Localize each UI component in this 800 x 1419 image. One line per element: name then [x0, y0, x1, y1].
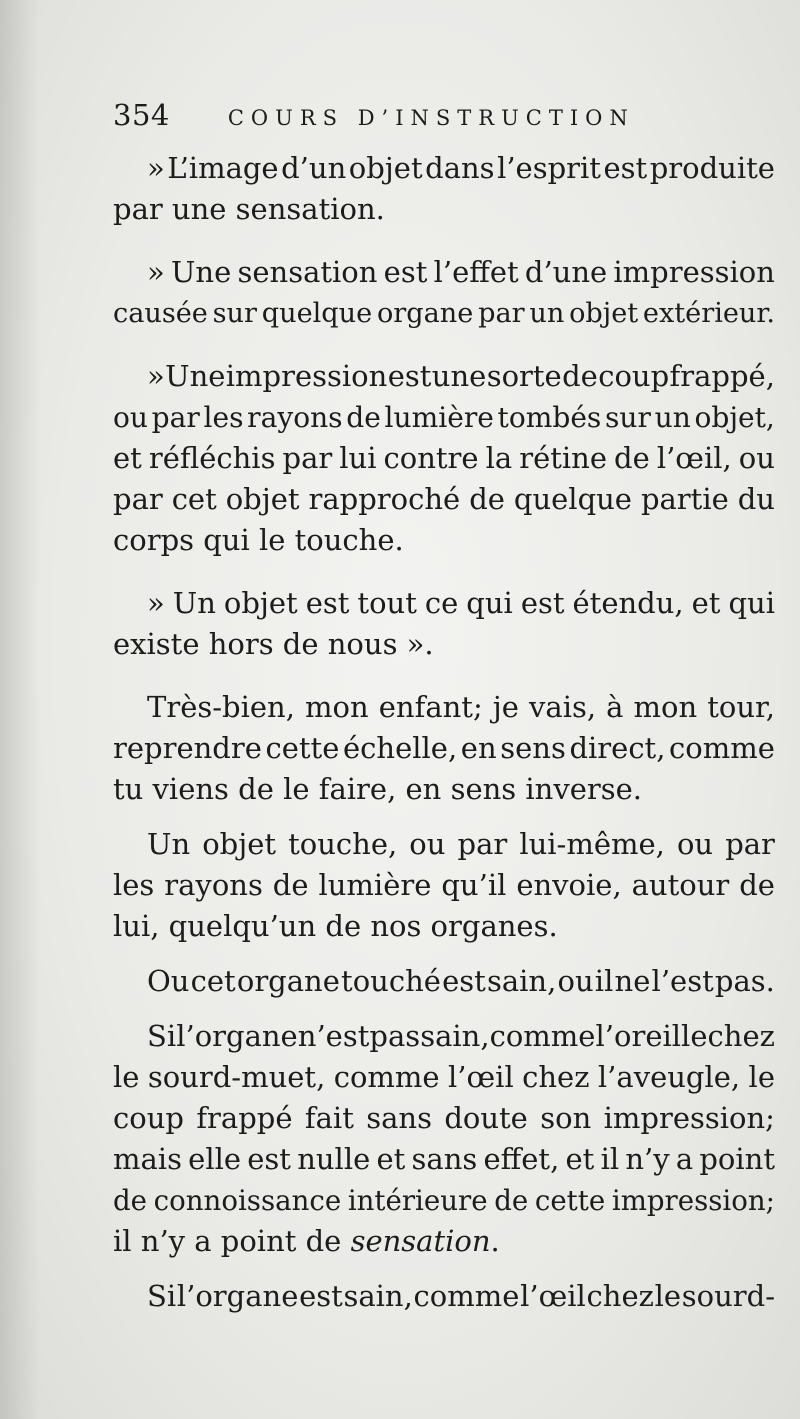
- word: de: [739, 868, 775, 902]
- word: pas: [369, 1019, 421, 1053]
- page-header: [113, 98, 723, 138]
- word: Un: [172, 586, 216, 620]
- word: Si: [147, 1019, 177, 1053]
- word: reprendre: [113, 731, 262, 765]
- word: ou: [557, 964, 594, 998]
- word: tout: [357, 586, 417, 620]
- word: dans: [425, 151, 495, 185]
- word: qu’il: [441, 868, 507, 902]
- word: et: [691, 586, 721, 620]
- text-line: [113, 479, 775, 520]
- text-fragment: .: [490, 1224, 500, 1258]
- word: organe: [376, 298, 474, 329]
- word: objet: [569, 298, 639, 329]
- word: autour: [631, 868, 730, 902]
- word: comme: [489, 1019, 596, 1053]
- text-line: [113, 1098, 775, 1139]
- word: un: [529, 298, 565, 329]
- word: sourd-: [681, 1279, 775, 1313]
- word: effet,: [483, 1142, 560, 1176]
- word: est: [305, 586, 350, 620]
- word: a: [675, 1142, 694, 1176]
- text-line: [113, 865, 775, 906]
- word: coup: [113, 1101, 184, 1135]
- word: »: [147, 586, 165, 620]
- word: l’œil: [520, 1279, 586, 1313]
- word: Si: [147, 1279, 177, 1313]
- word: de: [562, 359, 598, 393]
- word: objet: [225, 482, 300, 516]
- text-line: [113, 1276, 775, 1317]
- word: est: [603, 151, 648, 185]
- word: »: [147, 359, 165, 393]
- word: sorte: [486, 359, 562, 393]
- word: sens: [500, 731, 566, 765]
- word: objet: [223, 586, 298, 620]
- word: comme: [413, 1279, 520, 1313]
- text-line: [113, 1016, 775, 1057]
- word: partie: [640, 482, 729, 516]
- word: par: [282, 441, 333, 475]
- word: qui: [728, 586, 775, 620]
- word: quelque: [513, 482, 632, 516]
- word: par: [457, 827, 508, 861]
- word: ou: [676, 827, 714, 861]
- text-line: [113, 687, 775, 728]
- word: coup: [598, 359, 670, 393]
- word: Ou: [147, 964, 190, 998]
- word: par: [478, 298, 525, 329]
- word: rayons: [164, 868, 263, 902]
- word: les: [203, 401, 244, 434]
- word: comme: [669, 731, 775, 765]
- word: est: [442, 964, 486, 998]
- word: impression;: [603, 1101, 775, 1135]
- running-title: COURS D’INSTRUCTION: [227, 106, 635, 130]
- word: est: [247, 1142, 291, 1176]
- word: rapproché: [308, 482, 461, 516]
- text-line: lui, quelqu’un de nos organes.: [113, 909, 558, 943]
- word: mon: [305, 690, 369, 724]
- word: pas.: [714, 964, 775, 998]
- text-line: [113, 252, 775, 293]
- word: chez: [522, 1060, 590, 1094]
- word: l’oreille: [595, 1019, 708, 1053]
- word: l’esprit: [497, 151, 601, 185]
- word: le: [113, 1060, 140, 1094]
- text-line: [113, 1057, 775, 1098]
- text-line: [113, 397, 775, 438]
- word: la: [485, 441, 513, 475]
- word: quelque: [261, 298, 373, 329]
- word: mais: [113, 1142, 182, 1176]
- word: Un: [147, 827, 191, 861]
- word: cette: [534, 1184, 606, 1217]
- word: et: [565, 1142, 595, 1176]
- word: Très-bien,: [147, 690, 295, 724]
- word: sain,: [486, 964, 557, 998]
- word: d’un: [281, 151, 347, 185]
- word: objet,: [694, 401, 775, 434]
- word: tour,: [707, 690, 775, 724]
- word: les: [113, 868, 155, 902]
- text-line: [113, 356, 775, 397]
- word: doute: [444, 1101, 528, 1135]
- word: intérieure: [347, 1184, 488, 1217]
- word: à: [606, 690, 624, 724]
- word: d’une: [524, 255, 608, 289]
- page-body: [113, 148, 775, 1317]
- word: une: [431, 359, 487, 393]
- word: fait: [304, 1101, 354, 1135]
- word: ne: [614, 964, 651, 998]
- word: cet: [171, 482, 217, 516]
- text-line: tu viens de le faire, en sens inverse.: [113, 772, 643, 806]
- word: son: [540, 1101, 592, 1135]
- word: impression;: [611, 1184, 775, 1217]
- word: Une: [170, 255, 232, 289]
- word: sourd-muet,: [147, 1060, 326, 1094]
- word: contre: [383, 441, 479, 475]
- text-line: [113, 148, 775, 189]
- word: sain,: [420, 1019, 490, 1053]
- word: rétine: [519, 441, 608, 475]
- word: sur: [212, 298, 257, 329]
- word: frappé: [196, 1101, 293, 1135]
- word: mon: [633, 690, 698, 724]
- word: l’effet: [433, 255, 519, 289]
- word: touché: [341, 964, 441, 998]
- word: n’y: [625, 1142, 670, 1176]
- word: est: [383, 255, 428, 289]
- text-line: par une sensation.: [113, 192, 385, 226]
- word: sans: [411, 1142, 478, 1176]
- text-line: [113, 728, 775, 769]
- word: il: [594, 964, 614, 998]
- word: de: [272, 868, 309, 902]
- word: lumière: [384, 401, 494, 434]
- word: échelle,: [342, 731, 458, 765]
- word: qui: [466, 586, 513, 620]
- word: organe: [236, 964, 340, 998]
- word: touche,: [288, 827, 398, 861]
- word: enfant;: [378, 690, 483, 724]
- word: est: [520, 586, 565, 620]
- word: comme: [333, 1060, 440, 1094]
- word: cette: [265, 731, 340, 765]
- text-line: [113, 438, 775, 479]
- word: sain,: [343, 1279, 413, 1313]
- word: produite: [649, 151, 775, 185]
- word: étendu,: [572, 586, 684, 620]
- word: est: [299, 1279, 343, 1313]
- text-line: [113, 1180, 775, 1221]
- word: sur: [605, 401, 651, 434]
- word: réfléchis: [148, 441, 276, 475]
- word: vais,: [529, 690, 597, 724]
- text-line: existe hors de nous ».: [113, 627, 434, 661]
- word: ou: [113, 401, 148, 434]
- word: n’est: [297, 1019, 370, 1053]
- word: l’organe: [176, 1019, 298, 1053]
- word: de: [494, 1184, 529, 1217]
- word: nulle: [297, 1142, 371, 1176]
- word: ou: [738, 441, 775, 475]
- word: impression: [225, 359, 388, 393]
- word: envoie,: [516, 868, 622, 902]
- text-line: [113, 293, 775, 334]
- word: »: [147, 151, 165, 185]
- word: le: [748, 1060, 775, 1094]
- word: frappé,: [669, 359, 775, 393]
- word: causée: [113, 298, 208, 329]
- word: par: [725, 827, 775, 861]
- word: impression: [613, 255, 775, 289]
- word: est: [387, 359, 432, 393]
- word: et: [113, 441, 142, 475]
- word: extérieur.: [642, 298, 775, 329]
- word: de: [614, 441, 650, 475]
- word: lumière: [318, 868, 432, 902]
- word: de: [346, 401, 381, 434]
- word: par: [113, 482, 163, 516]
- word: connoissance: [153, 1184, 342, 1217]
- word: du: [737, 482, 775, 516]
- word: ou: [409, 827, 446, 861]
- word: de: [113, 1184, 148, 1217]
- text-line: [113, 583, 775, 624]
- word: elle: [188, 1142, 242, 1176]
- word: l’organe: [176, 1279, 299, 1313]
- word: en: [460, 731, 497, 765]
- word: L’image: [167, 151, 279, 185]
- word: cet: [190, 964, 236, 998]
- word: de: [469, 482, 505, 516]
- word: et: [376, 1142, 406, 1176]
- text-line: [113, 961, 775, 1002]
- word: par: [151, 401, 200, 434]
- emphasized-word: sensation: [350, 1224, 491, 1258]
- text-line-with-emphasis: [113, 1221, 775, 1262]
- binding-shadow: [0, 0, 40, 1419]
- word: il: [600, 1142, 620, 1176]
- word: »: [147, 255, 165, 289]
- word: objet: [202, 827, 277, 861]
- word: l’est: [651, 964, 714, 998]
- text-fragment: il n’y a point de: [113, 1224, 351, 1258]
- page-number: 354: [113, 98, 170, 132]
- word: ce: [424, 586, 459, 620]
- text-line: [113, 1139, 775, 1180]
- word: l’aveugle,: [597, 1060, 741, 1094]
- word: sans: [366, 1101, 432, 1135]
- word: chez: [586, 1279, 654, 1313]
- word: le: [654, 1279, 682, 1313]
- word: sensation: [237, 255, 378, 289]
- word: point: [699, 1142, 775, 1176]
- word: un: [654, 401, 691, 434]
- text-line: corps qui le touche.: [113, 523, 404, 557]
- text-line: [113, 824, 775, 865]
- word: lui-même,: [519, 827, 665, 861]
- word: Une: [165, 359, 226, 393]
- word: l’œil,: [656, 441, 732, 475]
- word: l’œil: [448, 1060, 514, 1094]
- word: objet: [348, 151, 423, 185]
- word: chez: [707, 1019, 775, 1053]
- word: je: [492, 690, 519, 724]
- word: tombés: [497, 401, 602, 434]
- word: direct,: [569, 731, 666, 765]
- word: lui: [339, 441, 377, 475]
- word: rayons: [247, 401, 343, 434]
